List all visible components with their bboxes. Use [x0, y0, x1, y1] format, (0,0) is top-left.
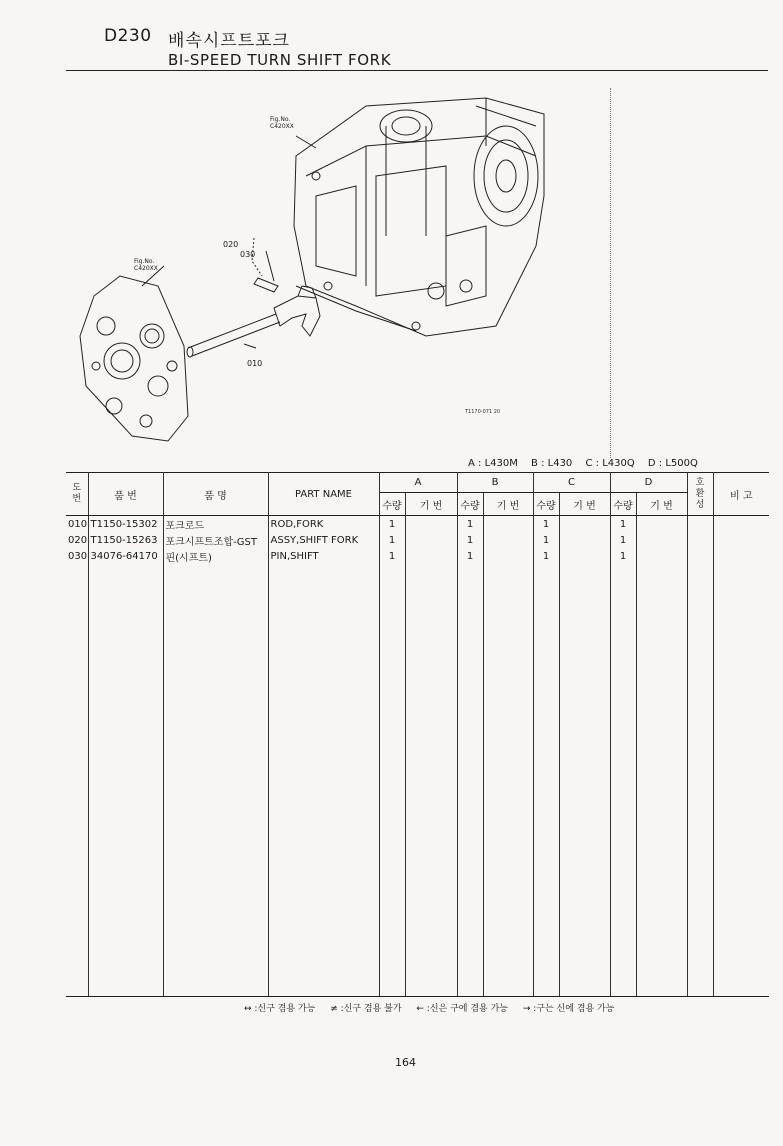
section-code: D230 [104, 26, 152, 46]
interchange-header: 호 환 성 [687, 473, 713, 516]
table-blank-area [66, 564, 769, 997]
fig-ref-upper-line1: Fig.No. [270, 116, 291, 123]
serial-d-cell [636, 516, 687, 533]
qty-d-cell: 1 [610, 548, 636, 564]
serial-d-cell [636, 548, 687, 564]
ref-cell: 010 [66, 516, 88, 533]
qty-d-cell: 1 [610, 532, 636, 548]
title-english: BI-SPEED TURN SHIFT FORK [168, 51, 392, 69]
serial-header-b: 기 번 [483, 493, 533, 516]
interchange-cell [687, 516, 713, 533]
table-header-row [66, 473, 769, 493]
remarks-cell [713, 516, 769, 533]
interchange-legend [244, 1001, 626, 1014]
group-c-header: C [533, 473, 610, 493]
qty-b-cell: 1 [457, 548, 483, 564]
model-c: C : L430Q [585, 458, 635, 469]
group-d-header: D [610, 473, 687, 493]
model-d: D : L500Q [647, 458, 698, 469]
serial-c-cell [559, 516, 610, 533]
model-legend [468, 458, 708, 469]
model-a: A : L430M [468, 458, 518, 469]
fig-ref-lower [134, 258, 158, 272]
shift-pin-drawing [254, 278, 278, 292]
fork-rod-drawing [187, 314, 280, 357]
serial-header-a: 기 번 [405, 493, 457, 516]
fig-ref-lower-line1: Fig.No. [134, 258, 155, 265]
model-b: B : L430 [531, 458, 573, 469]
qty-header-a: 수량 [379, 493, 405, 516]
serial-header-d: 기 번 [636, 493, 687, 516]
remarks-cell [713, 532, 769, 548]
serial-c-cell [559, 532, 610, 548]
qty-header-b: 수량 [457, 493, 483, 516]
qty-b-cell: 1 [457, 532, 483, 548]
title-korean: 배속시프트포크 [168, 31, 290, 51]
serial-d-cell [636, 532, 687, 548]
parts-table [66, 472, 769, 997]
qty-c-cell: 1 [533, 548, 559, 564]
serial-b-cell [483, 516, 533, 533]
ref-cell: 030 [66, 548, 88, 564]
ref-cell: 020 [66, 532, 88, 548]
name-en-cell: PIN,SHIFT [268, 548, 379, 564]
qty-a-cell: 1 [379, 532, 405, 548]
front-cover-drawing [80, 276, 188, 441]
qty-header-c: 수량 [533, 493, 559, 516]
legend-item: ↔ :신구 겸용 가능 [244, 1004, 316, 1014]
qty-b-cell: 1 [457, 516, 483, 533]
table-row [66, 516, 769, 533]
table-row [66, 532, 769, 548]
serial-b-cell [483, 532, 533, 548]
qty-a-cell: 1 [379, 548, 405, 564]
table-row [66, 548, 769, 564]
legend-item: ← :신은 구에 겸용 가능 [416, 1004, 508, 1014]
serial-header-c: 기 번 [559, 493, 610, 516]
qty-header-d: 수량 [610, 493, 636, 516]
qty-d-cell: 1 [610, 516, 636, 533]
callout-020: 020 [223, 240, 239, 249]
transmission-housing-drawing [294, 98, 544, 336]
qty-c-cell: 1 [533, 516, 559, 533]
name-ko-cell: 핀(시프트) [163, 548, 268, 564]
interchange-cell [687, 532, 713, 548]
part-no-cell: T1150-15263 [88, 532, 163, 548]
ref-no-header: 도 번 [66, 473, 88, 516]
qty-c-cell: 1 [533, 532, 559, 548]
name-en-cell: ROD,FORK [268, 516, 379, 533]
name-ko-cell: 포크시프트조합-GST [163, 532, 268, 548]
part-name-en-header: PART NAME [268, 473, 379, 516]
fig-ref-upper [270, 116, 294, 130]
legend-item: ≠ :신구 겸용 불가 [330, 1004, 402, 1014]
serial-a-cell [405, 532, 457, 548]
name-en-cell: ASSY,SHIFT FORK [268, 532, 379, 548]
part-no-cell: 34076-64170 [88, 548, 163, 564]
qty-a-cell: 1 [379, 516, 405, 533]
remarks-header: 비 고 [713, 473, 769, 516]
legend-item: → :구는 신에 겸용 가능 [522, 1004, 615, 1014]
part-no-header: 품 번 [88, 473, 163, 516]
page-number: 164 [395, 1056, 416, 1069]
fig-ref-lower-line2: C420XX [134, 265, 158, 272]
name-ko-cell: 포크로드 [163, 516, 268, 533]
group-b-header: B [457, 473, 533, 493]
serial-b-cell [483, 548, 533, 564]
diagram-number: T1170-071 20 [465, 409, 501, 415]
callout-010: 010 [247, 359, 263, 368]
part-name-ko-header: 품 명 [163, 473, 268, 516]
header-rule [66, 70, 768, 71]
remarks-cell [713, 548, 769, 564]
serial-c-cell [559, 548, 610, 564]
fig-ref-upper-line2: C420XX [270, 123, 294, 130]
group-a-header: A [379, 473, 457, 493]
callout-030: 030 [240, 250, 256, 259]
serial-a-cell [405, 548, 457, 564]
serial-a-cell [405, 516, 457, 533]
interchange-cell [687, 548, 713, 564]
part-no-cell: T1150-15302 [88, 516, 163, 533]
